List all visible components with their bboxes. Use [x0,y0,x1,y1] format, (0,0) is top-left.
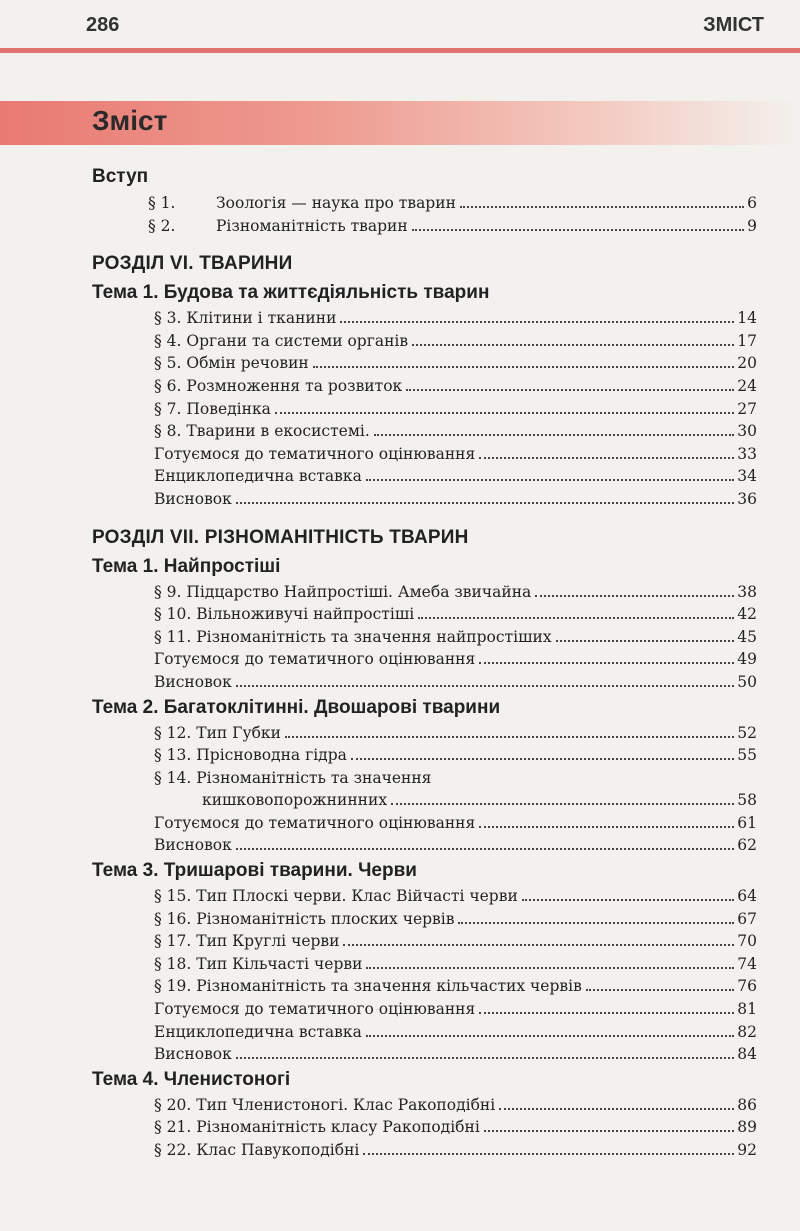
entry-title-continuation: кишковопорожнинних [202,791,388,810]
toc-entry [92,626,757,649]
dot-leader [285,736,734,738]
entry-page: 62 [737,836,757,855]
toc-entry [92,192,757,215]
toc-entry [92,581,757,604]
entry-title: § 19. Різноманітність та значення кільчастих червів [154,977,582,996]
entry-title: Висновок [154,489,232,508]
theme-heading: Тема 3. Тришарові тварини. Черви [92,860,417,882]
toc-entry [92,375,757,398]
entry-title: Готуємося до тематичного оцінювання [154,813,476,832]
entry-page: 89 [737,1118,757,1137]
entry-title: § 20. Тип Членистоногі. Клас Ракоподібні [154,1095,496,1114]
dot-leader [556,640,735,642]
toc-entry [92,1139,757,1162]
page-number: 286 [86,14,120,36]
entry-page: 82 [737,1022,757,1041]
intro-heading: Вступ [92,166,149,187]
dot-leader [499,1108,734,1110]
toc-entry [92,885,757,908]
entry-title: Енциклопедична вставка [154,467,362,486]
toc-entry [92,744,757,767]
toc-entry [92,834,757,857]
toc-entry [92,648,757,671]
toc-entry [92,908,757,931]
entry-page: 50 [737,672,757,691]
entry-title: § 13. Прісноводна гідра [154,746,347,765]
toc-entry [92,812,757,835]
dot-leader [313,366,735,368]
dot-leader [479,662,734,664]
entry-page: 34 [737,467,757,486]
toc-entry [92,307,757,330]
dot-leader [460,206,744,208]
entry-title: Енциклопедична вставка [154,1022,362,1041]
entry-title: § 6. Розмноження та розвиток [154,376,403,395]
entry-page: 36 [737,489,757,508]
toc-entry [92,215,757,238]
toc-entry [92,465,757,488]
toc-entry [92,398,757,421]
dot-leader [484,1130,734,1132]
theme-heading: Тема 4. Членистоногі [92,1068,291,1090]
entry-title: § 21. Різноманітність класу Ракоподібні [154,1118,480,1137]
theme-entries [92,307,757,510]
toc-entry [92,998,757,1021]
entry-page: 81 [737,1000,757,1019]
dot-leader [366,967,734,969]
toc-entry [92,1043,757,1066]
entry-title: § 12. Тип Губки [154,723,281,742]
dot-leader [340,321,734,323]
toc-entry [92,603,757,626]
entry-page: 64 [737,887,757,906]
entry-page: 49 [737,650,757,669]
entry-title: § 14. Різноманітність та значення [154,768,432,787]
entry-page: 14 [737,309,757,328]
entry-title: § 4. Органи та системи органів [154,331,409,350]
toc-entry [92,1021,757,1044]
dot-leader [343,944,734,946]
table-of-contents [92,164,757,1162]
entry-title: § 7. Поведінка [154,399,271,418]
entry-page: 61 [737,813,757,832]
intro-section [92,164,757,237]
dot-leader [351,758,734,760]
dot-leader [522,899,734,901]
entry-title: § 18. Тип Кільчасті черви [154,954,363,973]
entry-page: 74 [737,954,757,973]
dot-leader [412,229,744,231]
entry-page: 52 [737,723,757,742]
entry-page: 58 [737,791,757,810]
dot-leader [406,389,734,391]
dot-leader [374,434,734,436]
part-heading: РОЗДІЛ VII. РІЗНОМАНІТНІСТЬ ТВАРИН [92,526,469,548]
entry-title: Готуємося до тематичного оцінювання [154,444,476,463]
toc-entry [92,420,757,443]
entry-title: § 3. Клітини і тканини [154,309,337,328]
entry-page: 70 [737,932,757,951]
entry-page: 6 [747,194,757,212]
entry-page: 38 [737,582,757,601]
contents-title: Зміст [92,105,168,136]
dot-leader [236,685,734,687]
toc-entry [92,488,757,511]
dot-leader [479,457,734,459]
entry-page: 24 [737,376,757,395]
dot-leader [412,344,734,346]
part-heading: РОЗДІЛ VI. ТВАРИНИ [92,253,293,275]
dot-leader [391,803,734,805]
dot-leader [275,412,734,414]
dot-leader [236,502,734,504]
theme-heading: Тема 1. Будова та життєдіяльність тварин [92,282,490,304]
toc-entry [92,953,757,976]
dot-leader [458,922,734,924]
dot-leader [479,1012,734,1014]
entry-page: 33 [737,444,757,463]
entry-page: 86 [737,1095,757,1114]
toc-entry [92,767,757,790]
toc-entry [92,1116,757,1139]
theme-heading: Тема 2. Багатоклітинні. Двошарові тварини [92,696,501,718]
entry-title: § 16. Різноманітність плоских червів [154,909,455,928]
entry-number: § 1. [148,194,176,212]
theme-heading: Тема 1. Найпростіші [92,555,281,577]
contents-banner [0,101,800,145]
entry-page: 84 [737,1045,757,1064]
dot-leader [363,1153,734,1155]
toc-entry [92,330,757,353]
dot-leader [418,617,734,619]
entry-page: 27 [737,399,757,418]
entry-title: § 8. Тварини в екосистемі. [154,422,370,441]
entry-page: 17 [737,331,757,350]
entry-title: Готуємося до тематичного оцінювання [154,1000,476,1019]
top-rule [0,48,800,53]
entry-page: 20 [737,354,757,373]
toc-entry [92,443,757,466]
entry-title: Готуємося до тематичного оцінювання [154,650,476,669]
toc-entry [92,930,757,953]
dot-leader [479,826,734,828]
dot-leader [586,989,734,991]
entry-title: § 17. Тип Круглі черви [154,932,340,951]
entry-page: 92 [737,1141,757,1159]
entry-title: § 5. Обмін речовин [154,354,309,373]
toc-entry [92,722,757,745]
entry-title: § 22. Клас Павукоподібні [154,1141,360,1159]
entry-page: 76 [737,977,757,996]
toc-entry-continuation [92,789,757,812]
entry-title: § 11. Різноманітність та значення найпростіших [154,627,552,646]
entry-page: 45 [737,627,757,646]
entry-page: 9 [747,216,757,235]
entry-title: Висновок [154,836,232,855]
entry-title: Висновок [154,672,232,691]
entry-page: 55 [737,746,757,765]
entry-page: 30 [737,422,757,441]
theme-entries [92,885,757,1066]
entry-title: Зоологія — наука про тварин [216,194,456,212]
entry-title: § 10. Вільноживучі найпростіші [154,605,415,624]
dot-leader [535,595,734,597]
entry-page: 67 [737,909,757,928]
toc-entry [92,671,757,694]
entry-title: Різноманітність тварин [216,216,408,235]
theme-entries [92,722,757,858]
entry-page: 42 [737,605,757,624]
theme-entries [92,1094,757,1162]
running-title: ЗМІСТ [703,14,764,36]
dot-leader [366,1035,734,1037]
entry-title: Висновок [154,1045,232,1064]
entry-title: § 15. Тип Плоскі черви. Клас Війчасті черви [154,887,518,906]
toc-entry [92,975,757,998]
dot-leader [236,848,734,850]
theme-entries [92,581,757,694]
toc-entry [92,352,757,375]
dot-leader [236,1057,734,1059]
entry-title: § 9. Підцарство Найпростіші. Амеба звичайна [154,582,532,601]
entry-number: § 2. [148,216,176,235]
dot-leader [366,479,734,481]
toc-entry [92,1094,757,1117]
